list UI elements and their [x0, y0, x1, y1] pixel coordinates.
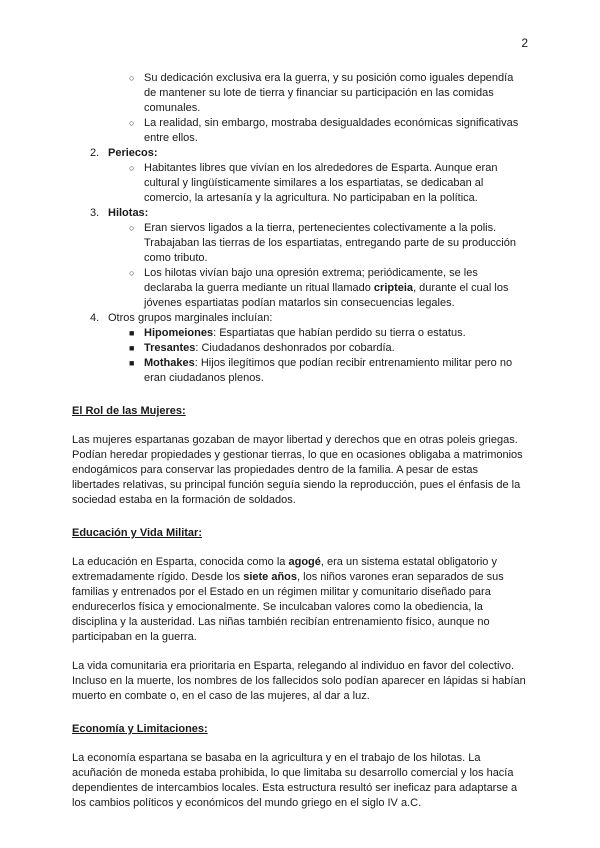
list-item: ○ Habitantes libres que vivían en los alrededores de Esparta. Aunque eran cultural y lingüísticamente similares a los espartiatas, se dedicaban al comercio, la artesanía y la agricultura. No participaban en la política. — [129, 162, 498, 204]
list-item: ○ La realidad, sin embargo, mostraba desigualdades económicas significativas entre ellos. — [129, 117, 519, 144]
paragraph: La vida comunitaria era prioritaria en Esparta, relegando al individuo en favor del colectivo. Incluso en la muerte, los nombres de los fallecidos solo podían aparecer en lápidas si habían muerto en combate o, en el caso de las mujeres, al dar a luz. — [72, 660, 526, 702]
list-heading: Periecos: — [108, 147, 158, 159]
page-number: 2 — [521, 36, 528, 50]
section-heading-economia: Economía y Limitaciones: — [72, 723, 208, 735]
circle-bullet-icon: ○ — [129, 223, 135, 233]
paragraph: La educación en Esparta, conocida como la agogé, era un sistema estatal obligatorio y extremadamente rígido. Desde los siete años, los niños varones eran separados de sus familias y entrenados por el Estado en un régimen militar y comunitario diseñado para endurecerlos física y emocionalmente. Se inculcaban valores como la obediencia, la disciplina y la austeridad. Las niñas también recibían entrenamiento físico, aunque no participaban en la guerra. — [72, 556, 504, 643]
spartiates-sublist — [72, 71, 528, 146]
circle-bullet-icon: ○ — [129, 73, 135, 83]
circle-bullet-icon: ○ — [129, 268, 135, 278]
list-number: 4. — [90, 312, 100, 324]
square-bullet-icon: ■ — [129, 343, 135, 353]
numbered-item-periecos — [72, 146, 528, 161]
square-bullet-icon: ■ — [129, 358, 135, 368]
list-item: ○ Eran siervos ligados a la tierra, pertenecientes colectivamente a la polis. Trabajaban las tierras de los espartiatas, entregando parte de su producción como tributo. — [129, 222, 516, 264]
document-body — [72, 71, 528, 825]
list-item: ○ Su dedicación exclusiva era la guerra, y su posición como iguales dependía de mantener su lote de tierra y financiar su participación en las comidas comunales. — [129, 72, 514, 114]
numbered-item-otros-grupos — [72, 311, 528, 326]
numbered-item-hilotas — [72, 206, 528, 221]
list-heading: Otros grupos marginales incluían: — [108, 312, 273, 324]
list-number: 2. — [90, 147, 100, 159]
section-heading-mujeres: El Rol de las Mujeres: — [72, 405, 186, 417]
list-item: ■ Hipomeiones: Espartiatas que habían perdido su tierra o estatus. — [129, 327, 466, 339]
list-heading: Hilotas: — [108, 207, 149, 219]
square-bullet-icon: ■ — [129, 328, 135, 338]
circle-bullet-icon: ○ — [129, 118, 135, 128]
circle-bullet-icon: ○ — [129, 163, 135, 173]
list-number: 3. — [90, 207, 100, 219]
list-item: ■ Mothakes: Hijos ilegítimos que podían recibir entrenamiento militar pero no eran ciudadanos plenos. — [129, 357, 513, 384]
section-heading-educacion: Educación y Vida Militar: — [72, 527, 202, 539]
paragraph: Las mujeres espartanas gozaban de mayor libertad y derechos que en otras poleis griegas. Podían heredar propiedades y gestionar tierras, lo que en ocasiones obligaba a matrimonios endogámicos para conservar las propiedades dentro de la familia. A pesar de estas libertades relativas, su principal función seguía siendo la reproducción, pues el énfasis de la sociedad estaba en la formación de soldados. — [72, 434, 523, 506]
list-item: ○ Los hilotas vivían bajo una opresión extrema; periódicamente, se les declaraba la guerra mediante un ritual llamado cripteia, durante el cual los jóvenes espartiatas podían matarlos sin consecuencias legales. — [129, 267, 509, 309]
list-item: ■ Tresantes: Ciudadanos deshonrados por cobardía. — [129, 342, 395, 354]
paragraph: La economía espartana se basaba en la agricultura y en el trabajo de los hilotas. La acuñación de moneda estaba prohibida, lo que limitaba su desarrollo comercial y los hacía dependientes de intercambios locales. Esta estructura resultó ser ineficaz para adaptarse a los cambios políticos y económicos del mundo griego en el siglo IV a.C. — [72, 752, 518, 809]
